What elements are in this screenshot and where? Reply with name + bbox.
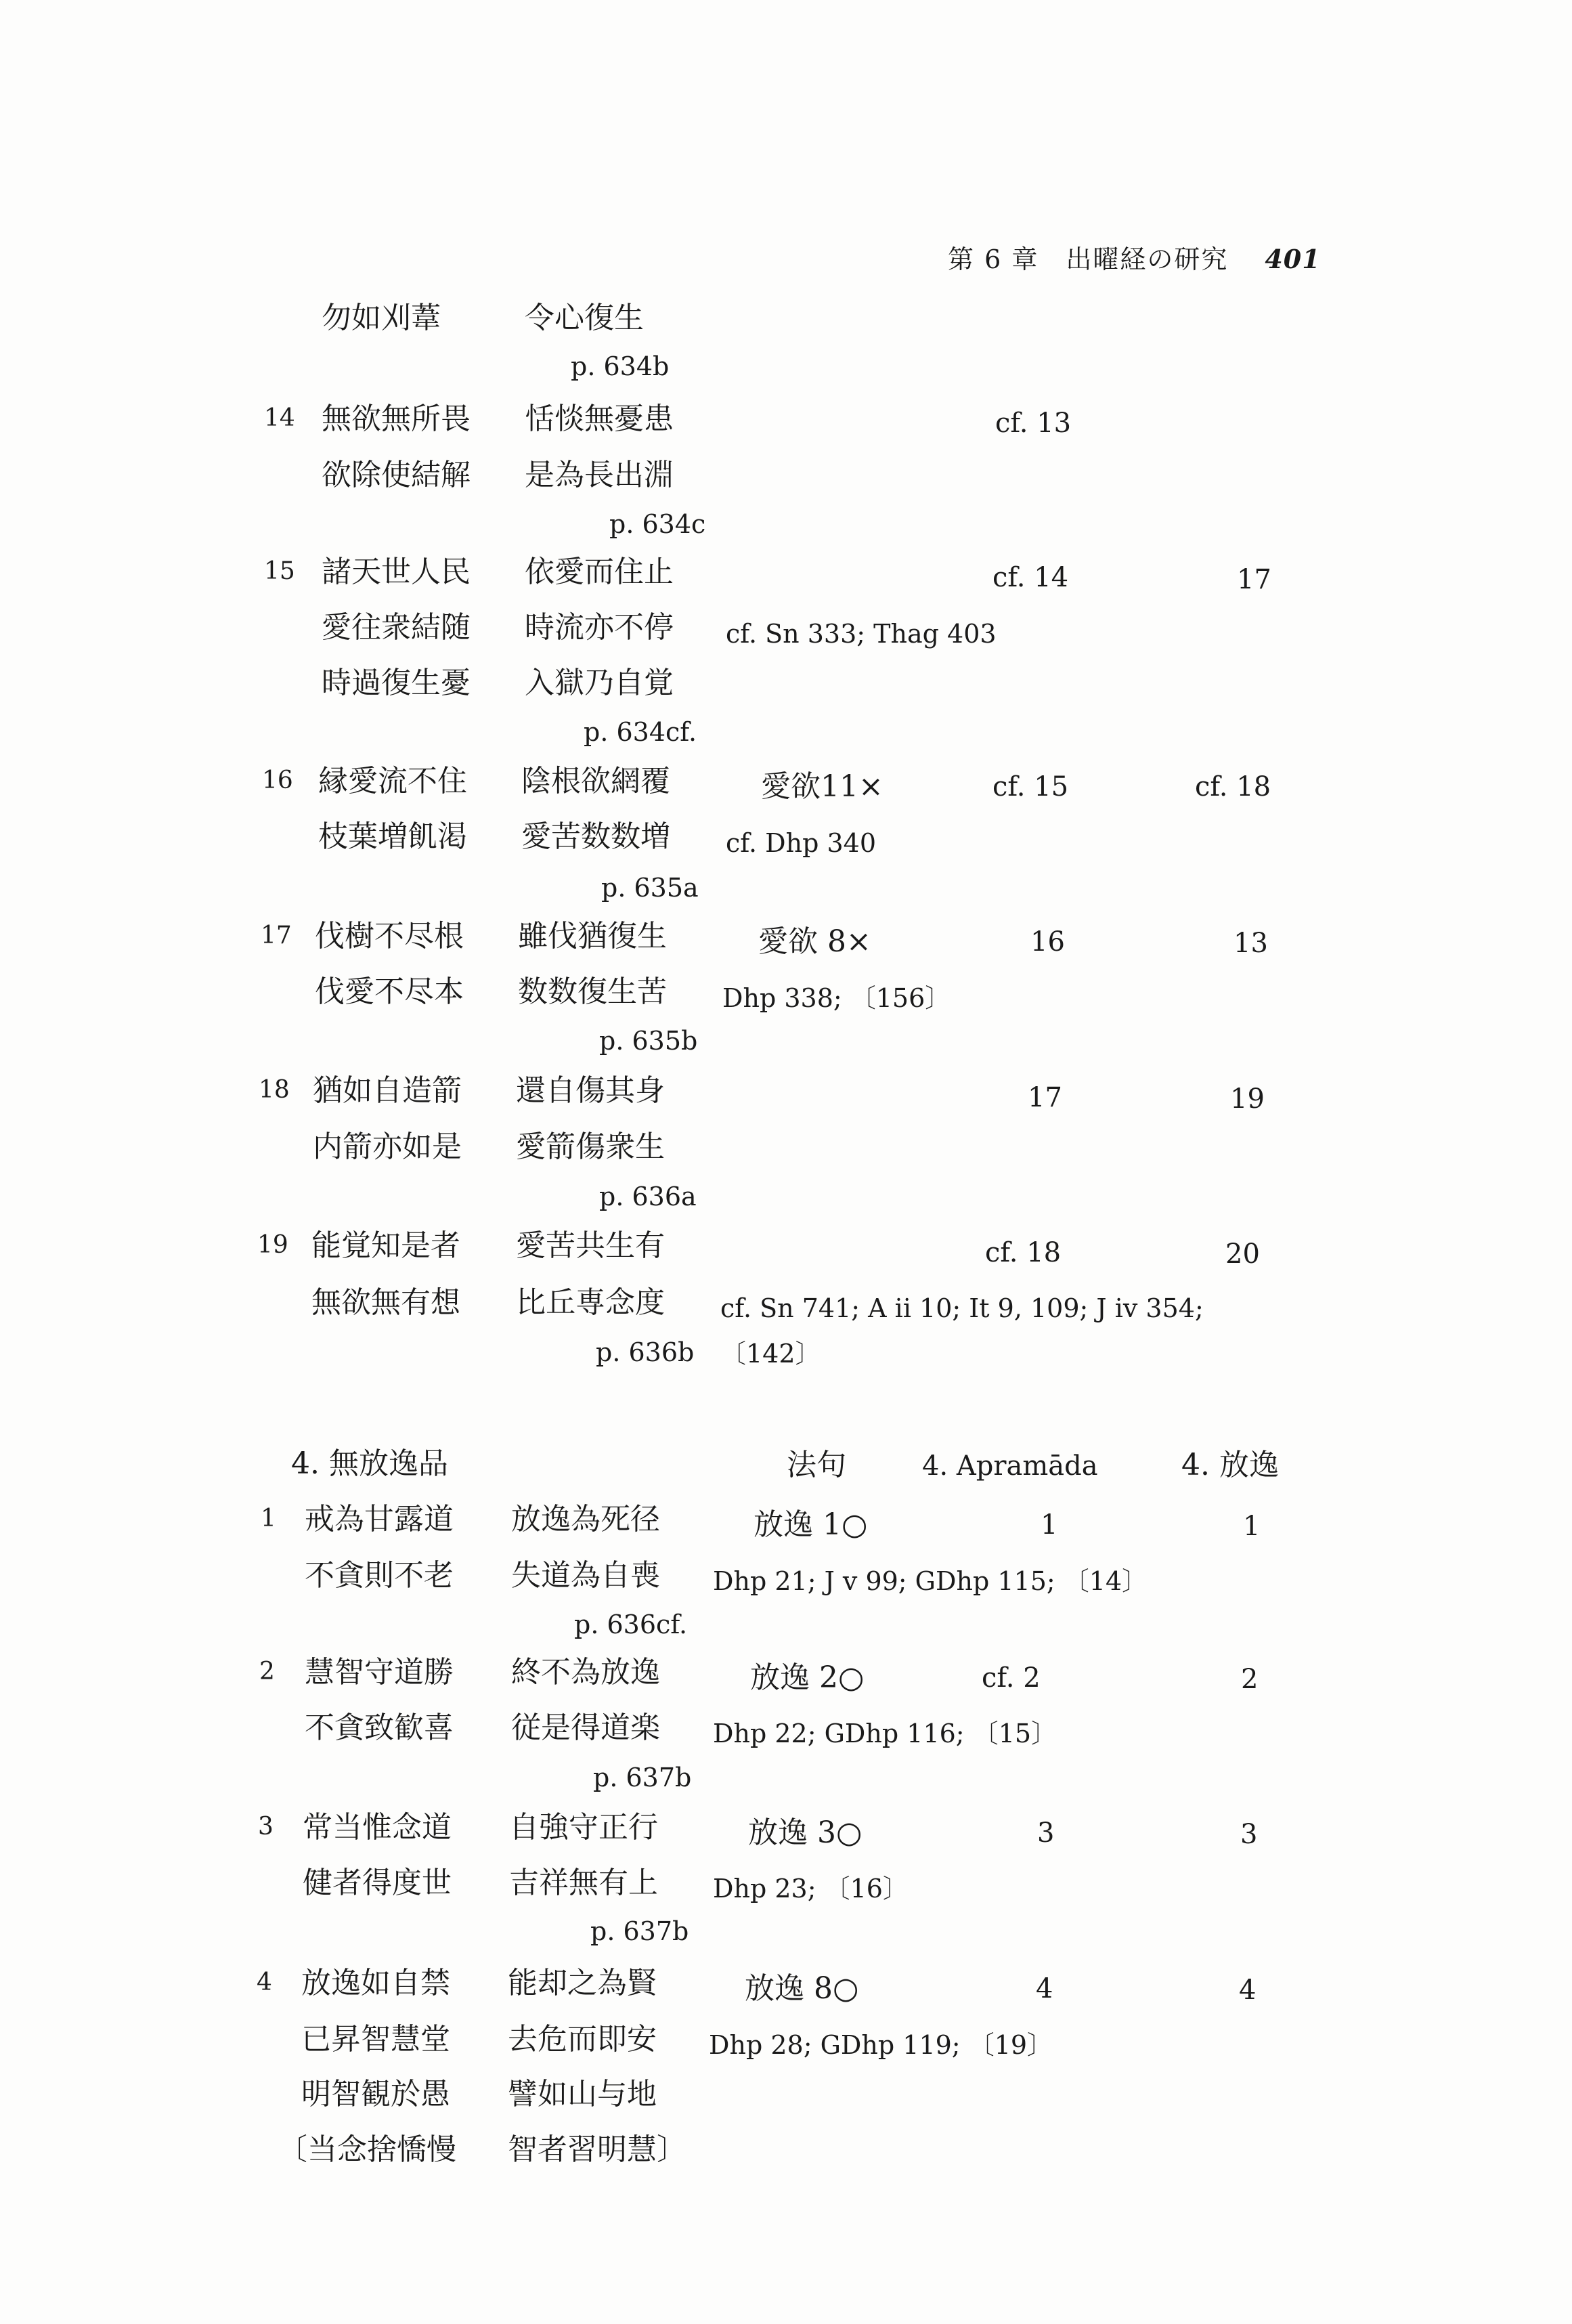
text-line: 去危而即安: [508, 2022, 657, 2057]
text-line: p. 636b: [596, 1337, 695, 1367]
text-line: 猶如自造箭: [313, 1073, 462, 1108]
text-line: 16: [262, 767, 293, 794]
text-line: 雖伐猶復生: [518, 919, 667, 953]
text-line: 比丘専念度: [516, 1285, 665, 1320]
text-line: 戒為甘露道: [305, 1502, 454, 1536]
text-line: 放逸 8○: [745, 1971, 859, 2006]
text-line: p. 634cf.: [584, 717, 697, 747]
text-line: 縁愛流不住: [318, 764, 467, 798]
page-number: 401: [1265, 244, 1321, 274]
text-line: 17: [261, 922, 292, 949]
text-line: 1: [1243, 1511, 1261, 1542]
text-line: 慧智守道勝: [305, 1655, 454, 1690]
text-line: 諸天世人民: [322, 555, 471, 589]
text-line: 放逸 3○: [748, 1815, 863, 1850]
text-line: 還自傷其身: [516, 1073, 665, 1108]
text-line: 健者得度世: [303, 1866, 452, 1900]
text-line: Dhp 338; 〔156〕: [722, 983, 951, 1013]
chapter-title: 第 6 章 出曜経の研究: [948, 244, 1229, 274]
text-line: 伐樹不尽根: [315, 919, 464, 953]
text-line: 3: [258, 1813, 274, 1841]
text-line: 1: [1041, 1509, 1058, 1541]
text-line: 放逸如自禁: [301, 1966, 450, 2000]
text-line: p. 634b: [571, 351, 670, 381]
text-line: cf. 2: [982, 1662, 1041, 1694]
text-line: 是為長出淵: [525, 458, 674, 492]
text-line: 終不為放逸: [511, 1655, 660, 1690]
text-line: 愛欲 8×: [758, 924, 871, 959]
text-line: Dhp 21; J v 99; GDhp 115; 〔14〕: [713, 1566, 1148, 1596]
text-line: 18: [259, 1076, 290, 1104]
text-line: 20: [1225, 1239, 1260, 1270]
text-line: 17: [1237, 564, 1271, 595]
text-line: 17: [1028, 1082, 1062, 1113]
text-line: cf. 15: [992, 771, 1069, 802]
text-line: 常当惟念道: [303, 1810, 452, 1845]
text-line: 無欲無所畏: [322, 402, 471, 436]
text-line: 数数復生苦: [518, 974, 667, 1009]
text-line: 欲除使結解: [322, 458, 471, 492]
text-line: 放逸 2○: [750, 1660, 865, 1695]
text-line: p. 635b: [599, 1026, 698, 1056]
text-line: 4: [1239, 1975, 1257, 2006]
text-line: 愛欲11×: [761, 769, 883, 804]
text-line: 法句: [787, 1448, 846, 1482]
text-line: 伐愛不尽本: [315, 974, 464, 1009]
text-line: p. 634c: [609, 509, 706, 539]
running-header: [948, 238, 1327, 276]
text-line: 愛往衆結随: [322, 610, 471, 645]
text-line: 2: [1241, 1664, 1259, 1695]
text-line: p. 636a: [599, 1182, 697, 1211]
text-line: 勿如刈葦: [322, 301, 441, 335]
text-line: 3: [1240, 1819, 1258, 1850]
text-line: p. 636cf.: [574, 1610, 688, 1639]
text-line: 依愛而住止: [525, 555, 674, 589]
text-line: 愛箭傷衆生: [516, 1129, 665, 1164]
text-line: 令心復生: [525, 301, 644, 335]
text-line: cf. 14: [992, 562, 1069, 593]
text-line: 3: [1037, 1817, 1055, 1849]
text-line: p. 637b: [593, 1763, 692, 1792]
text-line: 19: [257, 1231, 288, 1259]
text-line: 15: [264, 557, 295, 585]
text-line: 明智観於愚: [301, 2077, 450, 2111]
text-line: 自強守正行: [509, 1810, 658, 1845]
text-line: cf. 18: [1195, 771, 1271, 802]
text-line: 智者習明慧〕: [508, 2132, 686, 2167]
text-line: cf. 18: [985, 1237, 1062, 1268]
text-line: 無欲無有想: [311, 1285, 460, 1320]
text-line: 4: [1036, 1973, 1053, 2004]
text-line: 譬如山与地: [508, 2077, 657, 2111]
text-line: 4. 無放逸品: [291, 1446, 448, 1481]
text-line: 不貪則不老: [305, 1558, 454, 1593]
text-line: p. 637b: [590, 1916, 689, 1946]
text-line: 4: [257, 1968, 272, 1996]
text-line: cf. Dhp 340: [726, 828, 877, 858]
text-line: 16: [1030, 926, 1065, 957]
text-line: 4. 放逸: [1181, 1448, 1279, 1482]
text-line: 能却之為賢: [508, 1966, 657, 2000]
text-line: 4. Apramāda: [922, 1450, 1098, 1482]
text-line: 入獄乃自覚: [525, 666, 674, 700]
text-line: Dhp 28; GDhp 119; 〔19〕: [709, 2030, 1053, 2060]
text-line: Dhp 23; 〔16〕: [713, 1874, 909, 1903]
text-line: 時流亦不停: [525, 610, 674, 645]
text-line: cf. Sn 741; A ii 10; It 9, 109; J iv 354;: [720, 1293, 1204, 1323]
text-line: 陰根欲網覆: [521, 764, 670, 798]
text-line: 14: [264, 404, 295, 432]
text-line: 従是得道楽: [511, 1710, 660, 1745]
text-line: 能覚知是者: [311, 1228, 460, 1263]
text-line: cf. 13: [995, 408, 1072, 439]
text-line: 放逸 1○: [754, 1507, 868, 1542]
text-line: 枝葉増飢渇: [318, 819, 467, 854]
text-line: 内箭亦如是: [313, 1129, 462, 1164]
text-line: 吉祥無有上: [509, 1866, 658, 1900]
text-line: 1: [261, 1505, 276, 1532]
text-line: 不貪致歓喜: [305, 1710, 454, 1745]
text-line: 失道為自喪: [511, 1558, 660, 1593]
text-line: 恬惔無憂患: [525, 402, 674, 436]
text-line: 13: [1233, 928, 1268, 959]
text-line: 愛苦数数増: [521, 819, 670, 854]
text-line: 時過復生憂: [322, 666, 471, 700]
text-line: p. 635a: [601, 873, 699, 903]
text-line: 〔当念捨憍慢: [278, 2132, 456, 2167]
text-line: 放逸為死径: [511, 1502, 660, 1536]
text-line: 愛苦共生有: [516, 1228, 665, 1263]
text-line: 已昇智慧堂: [301, 2022, 450, 2057]
text-line: 19: [1230, 1083, 1265, 1115]
text-line: cf. Sn 333; Thag 403: [726, 619, 997, 649]
text-line: 2: [259, 1658, 275, 1685]
text-line: 〔142〕: [720, 1339, 821, 1369]
text-line: Dhp 22; GDhp 116; 〔15〕: [713, 1719, 1057, 1748]
